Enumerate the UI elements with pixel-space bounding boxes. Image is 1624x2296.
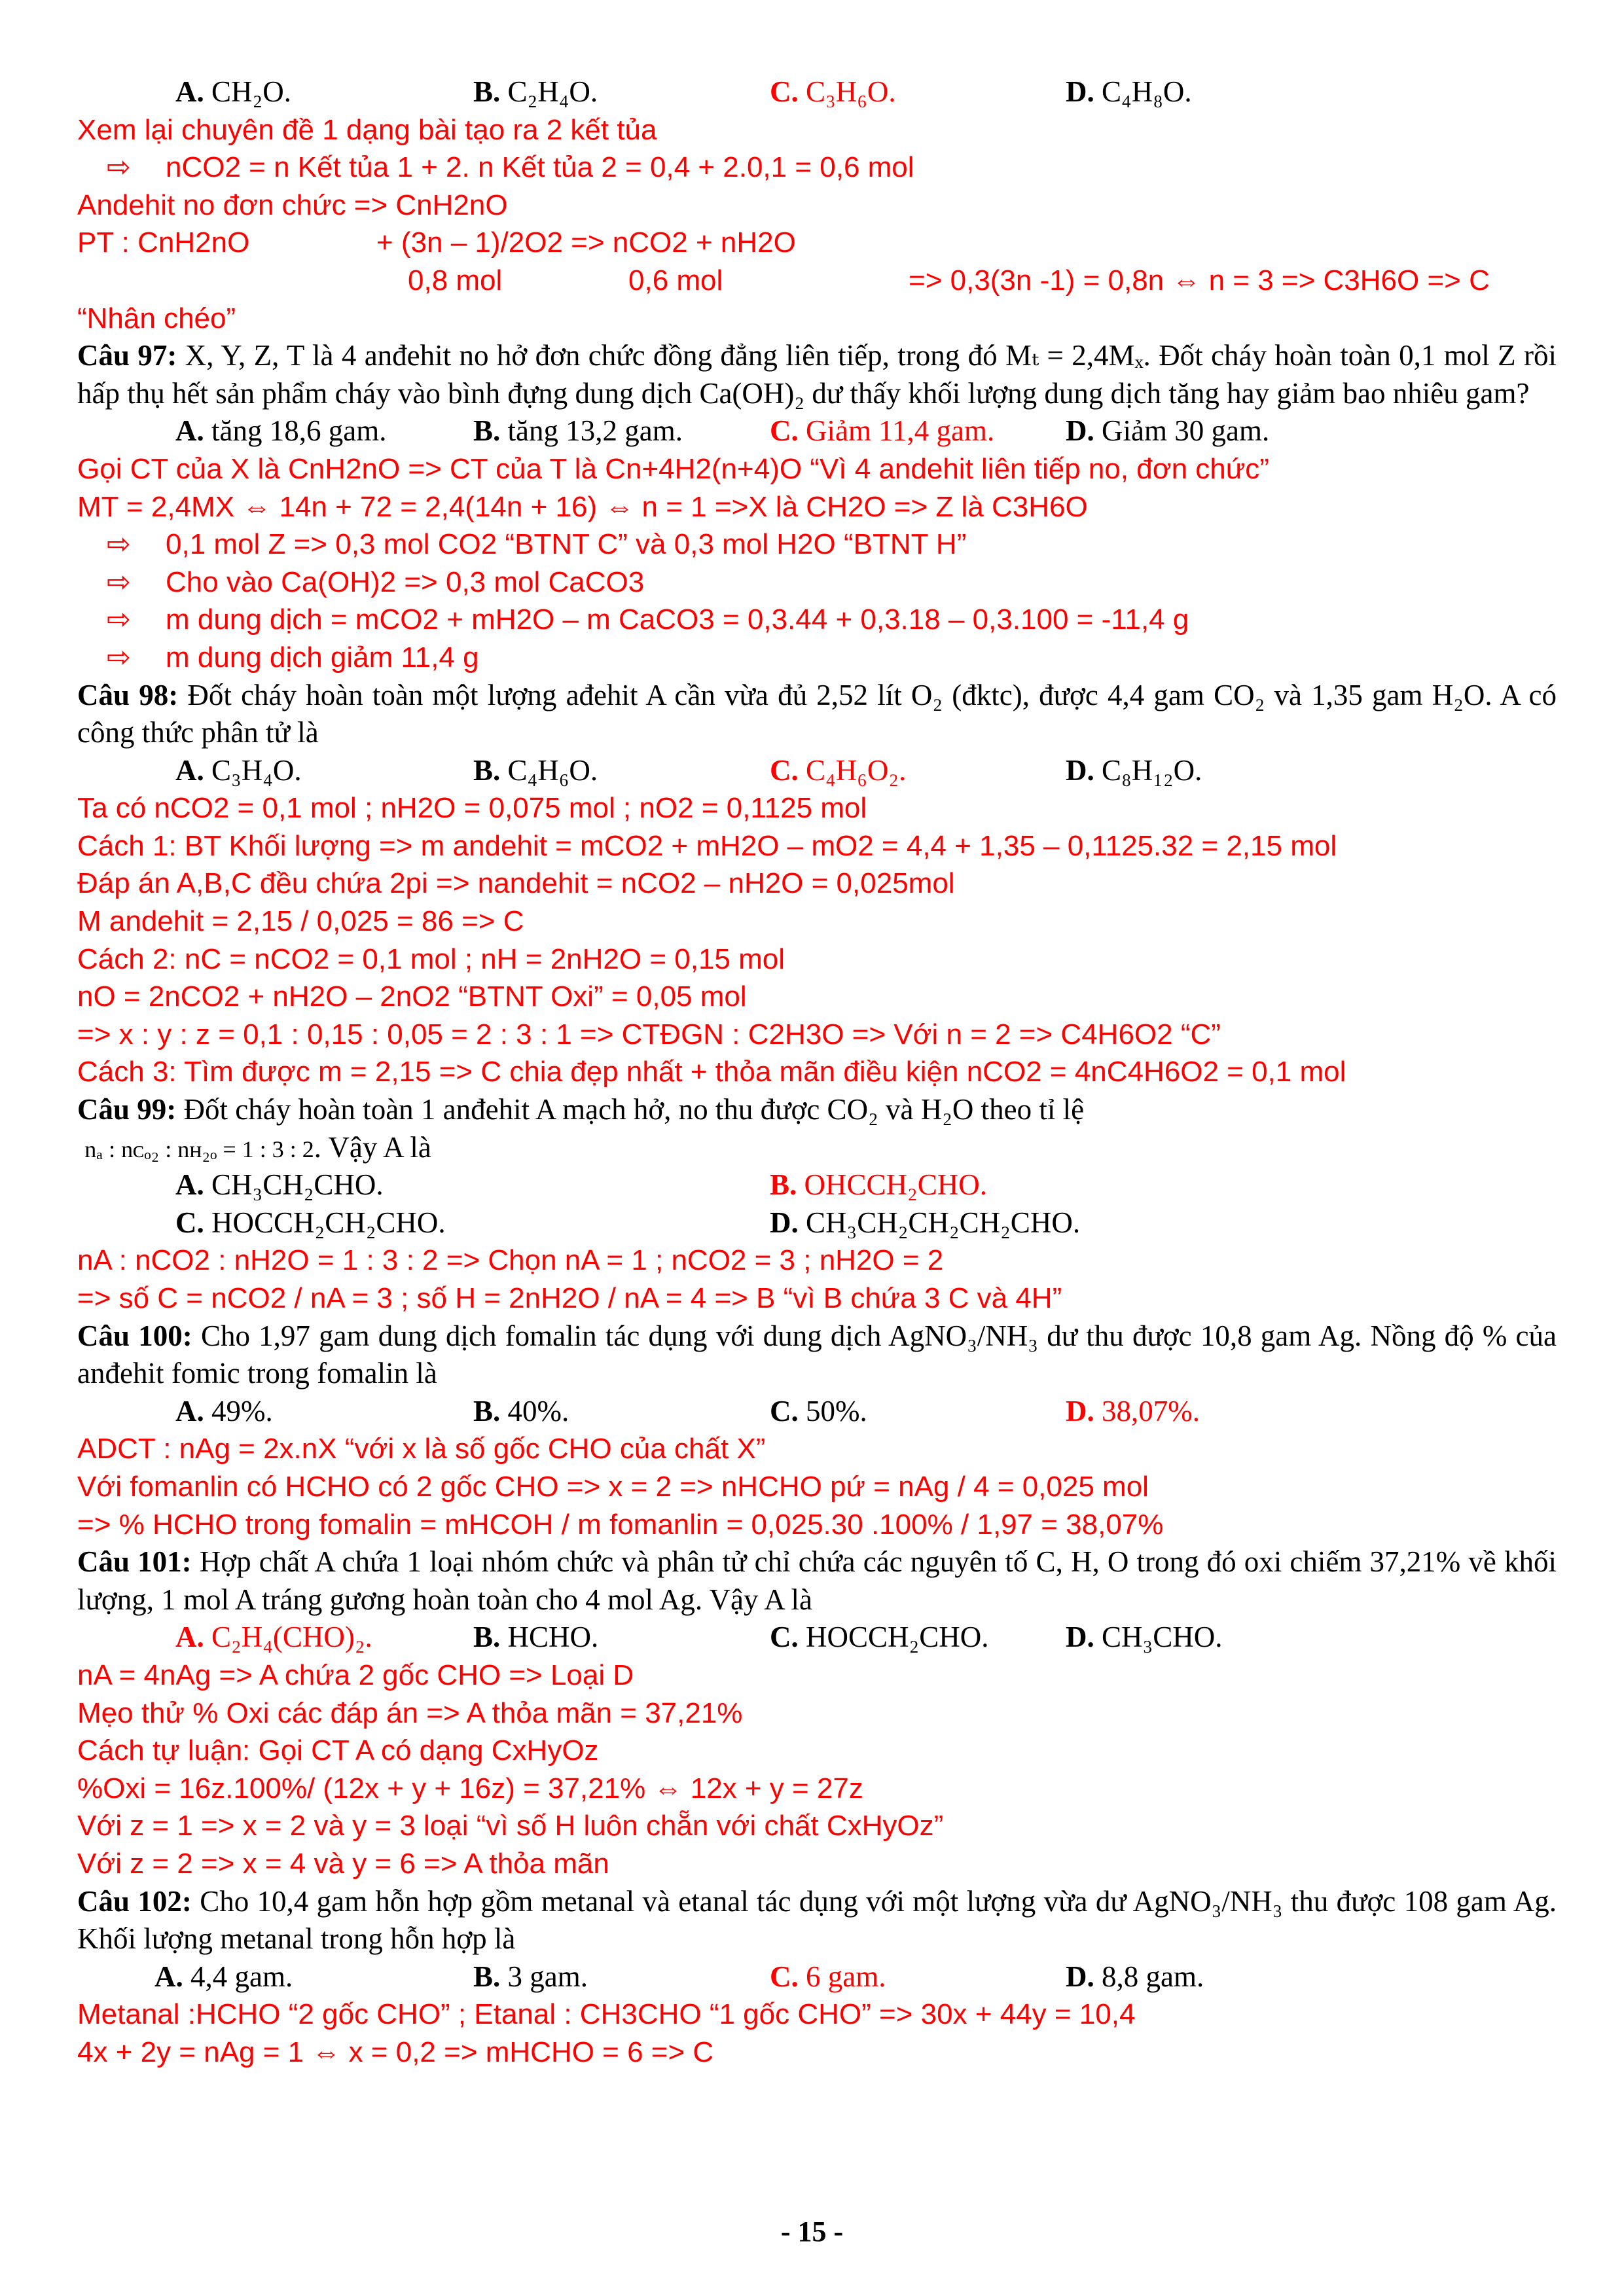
solution-line: ⇨ 0,1 mol Z => 0,3 mol CO2 “BTNT C” và 0,3 mol H2O “BTNT H” bbox=[77, 526, 1557, 564]
question-99-options-row1 bbox=[77, 1166, 1557, 1204]
solution-line: => % HCHO trong fomalin = mHCOH / m fomanlin = 0,025.30 .100% / 1,97 = 38,07% bbox=[77, 1508, 1164, 1541]
option-d: D. CH₃CHO. bbox=[1066, 1621, 1223, 1654]
arrow-icon: ⇨ bbox=[107, 603, 131, 636]
question-99: Câu 99: Đốt cháy hoàn toàn 1 anđehit A mạch hở, no thu được CO₂ và H₂O theo tỉ lệ bbox=[77, 1093, 1085, 1126]
question-98: Câu 98: Đốt cháy hoàn toàn một lượng ađehit A cần vừa đủ 2,52 lít O₂ (đktc), được 4,4 gam CO₂ và 1,35 gam H₂O. A có công thức phân tử là bbox=[77, 678, 1557, 749]
option-a: A. C₃H₄O. bbox=[175, 753, 302, 787]
solution-line: “Nhân chéo” bbox=[77, 302, 236, 334]
question-101-options bbox=[77, 1619, 1557, 1657]
option-c: C. HOCCH₂CH₂CHO. bbox=[175, 1206, 446, 1239]
solution-line: ⇨ nCO2 = n Kết tủa 1 + 2. n Kết tủa 2 = 0,4 + 2.0,1 = 0,6 mol bbox=[77, 149, 1557, 187]
solution-line: PT : CnH2nO + (3n – 1)/2O2 => nCO2 + nH2O bbox=[77, 226, 796, 259]
page-content bbox=[77, 73, 1557, 2071]
solution-line: ⇨ m dung dịch = mCO2 + mH2O – m CaCO3 = 0,3.44 + 0,3.18 – 0,3.100 = -11,4 g bbox=[77, 601, 1557, 639]
solution-line: MT = 2,4MX ⇔ 14n + 72 = 2,4(14n + 16) ⇔ n = 1 =>X là CH2O => Z là C3H6O bbox=[77, 490, 1088, 523]
option-b: B. OHCCH₂CHO. bbox=[770, 1168, 987, 1202]
solution-line: Cách 1: BT Khối lượng => m andehit = mCO2 + mH2O – mO2 = 4,4 + 1,35 – 0,1125.32 = 2,15 mol bbox=[77, 829, 1337, 862]
option-d: D. C₄H₈O. bbox=[1066, 75, 1192, 108]
arrow-icon: ⇨ bbox=[107, 641, 131, 673]
option-a: A. 4,4 gam. bbox=[154, 1960, 293, 1993]
solution-line: M andehit = 2,15 / 0,025 = 86 => C bbox=[77, 905, 524, 938]
solution-line: nO = 2nCO2 + nH2O – 2nO2 “BTNT Oxi” = 0,05 mol bbox=[77, 980, 747, 1013]
option-c: C. HOCCH₂CHO. bbox=[770, 1621, 989, 1654]
option-b: B. C₂H₄O. bbox=[473, 75, 598, 108]
option-d: D. 8,8 gam. bbox=[1066, 1960, 1204, 1993]
option-a: A. C₂H₄(CHO)₂. bbox=[175, 1621, 372, 1654]
question-99-ratio: nₐ : nᴄₒ₂ : nʜ₂ₒ = 1 : 3 : 2. Vậy A là bbox=[84, 1130, 431, 1164]
solution-line: %Oxi = 16z.100%/ (12x + y + 16z) = 37,21% ⇔ 12x + y = 27z bbox=[77, 1772, 863, 1804]
solution-line: Andehit no đơn chức => CnH2nO bbox=[77, 188, 508, 221]
solution-line: Gọi CT của X là CnH2nO => CT của T là Cn+4H2(n+4)O “Vì 4 andehit liên tiếp no, đơn chức” bbox=[77, 452, 1269, 485]
solution-line: => x : y : z = 0,1 : 0,15 : 0,05 = 2 : 3 : 1 => CTĐGN : C2H3O => Với n = 2 => C4H6O2 “C” bbox=[77, 1018, 1221, 1050]
option-d: D. C₈H₁₂O. bbox=[1066, 753, 1202, 787]
option-c: C. 50%. bbox=[770, 1394, 867, 1427]
question-97-options bbox=[77, 412, 1557, 450]
option-b: B. 40%. bbox=[473, 1394, 569, 1427]
solution-line: nA : nCO2 : nH2O = 1 : 3 : 2 => Chọn nA = 1 ; nCO2 = 3 ; nH2O = 2 bbox=[77, 1244, 944, 1277]
solution-line: Cách tự luận: Gọi CT A có dạng CxHyOz bbox=[77, 1734, 599, 1767]
option-b: B. C₄H₆O. bbox=[473, 753, 598, 787]
question-101: Câu 101: Hợp chất A chứa 1 loại nhóm chức và phân tử chỉ chứa các nguyên tố C, H, O trong đó oxi chiếm 37,21% về khối lượng, 1 mol A tráng gương hoàn toàn cho 4 mol Ag. Vậy A là bbox=[77, 1545, 1557, 1616]
option-a: A. 49%. bbox=[175, 1394, 273, 1427]
solution-line: Metanal :HCHO “2 gốc CHO” ; Etanal : CH3CHO “1 gốc CHO” => 30x + 44y = 10,4 bbox=[77, 1998, 1136, 2031]
solution-line: ⇨ Cho vào Ca(OH)2 => 0,3 mol CaCO3 bbox=[77, 564, 1557, 601]
option-b: B. tăng 13,2 gam. bbox=[473, 414, 683, 448]
solution-line: => số C = nCO2 / nA = 3 ; số H = 2nH2O / nA = 4 => B “vì B chứa 3 C và 4H” bbox=[77, 1282, 1062, 1314]
option-c: C. C₄H₆O₂. bbox=[770, 753, 907, 787]
solution-line: Mẹo thử % Oxi các đáp án => A thỏa mãn = 37,21% bbox=[77, 1696, 743, 1729]
solution-line: nA = 4nAg => A chứa 2 gốc CHO => Loại D bbox=[77, 1659, 634, 1691]
question-102-options bbox=[77, 1958, 1557, 1996]
solution-line: ADCT : nAg = 2x.nX “với x là số gốc CHO của chất X” bbox=[77, 1433, 766, 1465]
option-c: C. C₃H₆O. bbox=[770, 75, 896, 108]
solution-line: Cách 2: nC = nCO2 = 0,1 mol ; nH = 2nH2O = 0,15 mol bbox=[77, 942, 785, 975]
option-c: C. Giảm 11,4 gam. bbox=[770, 414, 995, 448]
arrow-icon: ⇨ bbox=[107, 528, 131, 561]
option-d: D. Giảm 30 gam. bbox=[1066, 414, 1270, 448]
question-102: Câu 102: Cho 10,4 gam hỗn hợp gồm metanal và etanal tác dụng với một lượng vừa dư AgNO₃/NH₃ thu được 108 gam Ag. Khối lượng metanal trong hỗn hợp là bbox=[77, 1884, 1557, 1956]
option-a: A. CH₂O. bbox=[175, 75, 291, 108]
option-b: B. 3 gam. bbox=[473, 1960, 588, 1993]
question-100-options bbox=[77, 1393, 1557, 1431]
top-options bbox=[77, 73, 1557, 111]
arrow-icon: ⇨ bbox=[107, 151, 131, 184]
solution-line: ⇨ m dung dịch giảm 11,4 g bbox=[77, 639, 1557, 677]
option-c: C. 6 gam. bbox=[770, 1960, 886, 1993]
option-d: D. 38,07%. bbox=[1066, 1394, 1200, 1427]
solution-line: Xem lại chuyên đề 1 dạng bài tạo ra 2 kết tủa bbox=[77, 113, 657, 146]
solution-line: Với z = 1 => x = 2 và y = 3 loại “vì số H luôn chẵn với chất CxHyOz” bbox=[77, 1810, 944, 1842]
mole-ratio-formula: nₐ : nᴄₒ₂ : nʜ₂ₒ = 1 : 3 : 2 bbox=[84, 1136, 314, 1162]
question-99-options-row2 bbox=[77, 1204, 1557, 1242]
question-97: Câu 97: X, Y, Z, T là 4 anđehit no hở đơn chức đồng đẳng liên tiếp, trong đó Mₜ = 2,4Mₓ. Đốt cháy hoàn toàn 0,1 mol Z rồi hấp thụ hết sản phẩm cháy vào bình đựng dung dịch Ca(OH)₂ dư thấy khối lượng dung dịch tăng hay giảm bao nhiêu gam? bbox=[77, 339, 1557, 410]
question-100: Câu 100: Cho 1,97 gam dung dịch fomalin tác dụng với dung dịch AgNO₃/NH₃ dư thu được 10,8 gam Ag. Nồng độ % của anđehit fomic trong fomalin là bbox=[77, 1319, 1557, 1390]
solution-line: 4x + 2y = nAg = 1 ⇔ x = 0,2 => mHCHO = 6 => C bbox=[77, 2036, 714, 2068]
option-a: A. tăng 18,6 gam. bbox=[175, 414, 387, 448]
solution-line: 0,8 mol 0,6 mol => 0,3(3n -1) = 0,8n ⇔ n = 3 => C3H6O => C bbox=[408, 264, 1490, 296]
solution-line: Đáp án A,B,C đều chứa 2pi => nandehit = nCO2 – nH2O = 0,025mol bbox=[77, 867, 955, 900]
option-a: A. CH₃CH₂CHO. bbox=[175, 1168, 384, 1202]
solution-line: Cách 3: Tìm được m = 2,15 => C chia đẹp nhất + thỏa mãn điều kiện nCO2 = 4nC4H6O2 = 0,1 mol bbox=[77, 1056, 1346, 1088]
option-b: B. HCHO. bbox=[473, 1621, 599, 1654]
option-d: D. CH₃CH₂CH₂CH₂CHO. bbox=[770, 1206, 1081, 1239]
solution-line: Với fomanlin có HCHO có 2 gốc CHO => x = 2 => nHCHO pứ = nAg / 4 = 0,025 mol bbox=[77, 1470, 1149, 1503]
solution-line: Ta có nCO2 = 0,1 mol ; nH2O = 0,075 mol ; nO2 = 0,1125 mol bbox=[77, 792, 867, 825]
page-number: - 15 - bbox=[780, 2215, 844, 2248]
solution-line: Với z = 2 => x = 4 và y = 6 => A thỏa mãn bbox=[77, 1847, 609, 1880]
arrow-icon: ⇨ bbox=[107, 565, 131, 598]
question-98-options bbox=[77, 752, 1557, 790]
